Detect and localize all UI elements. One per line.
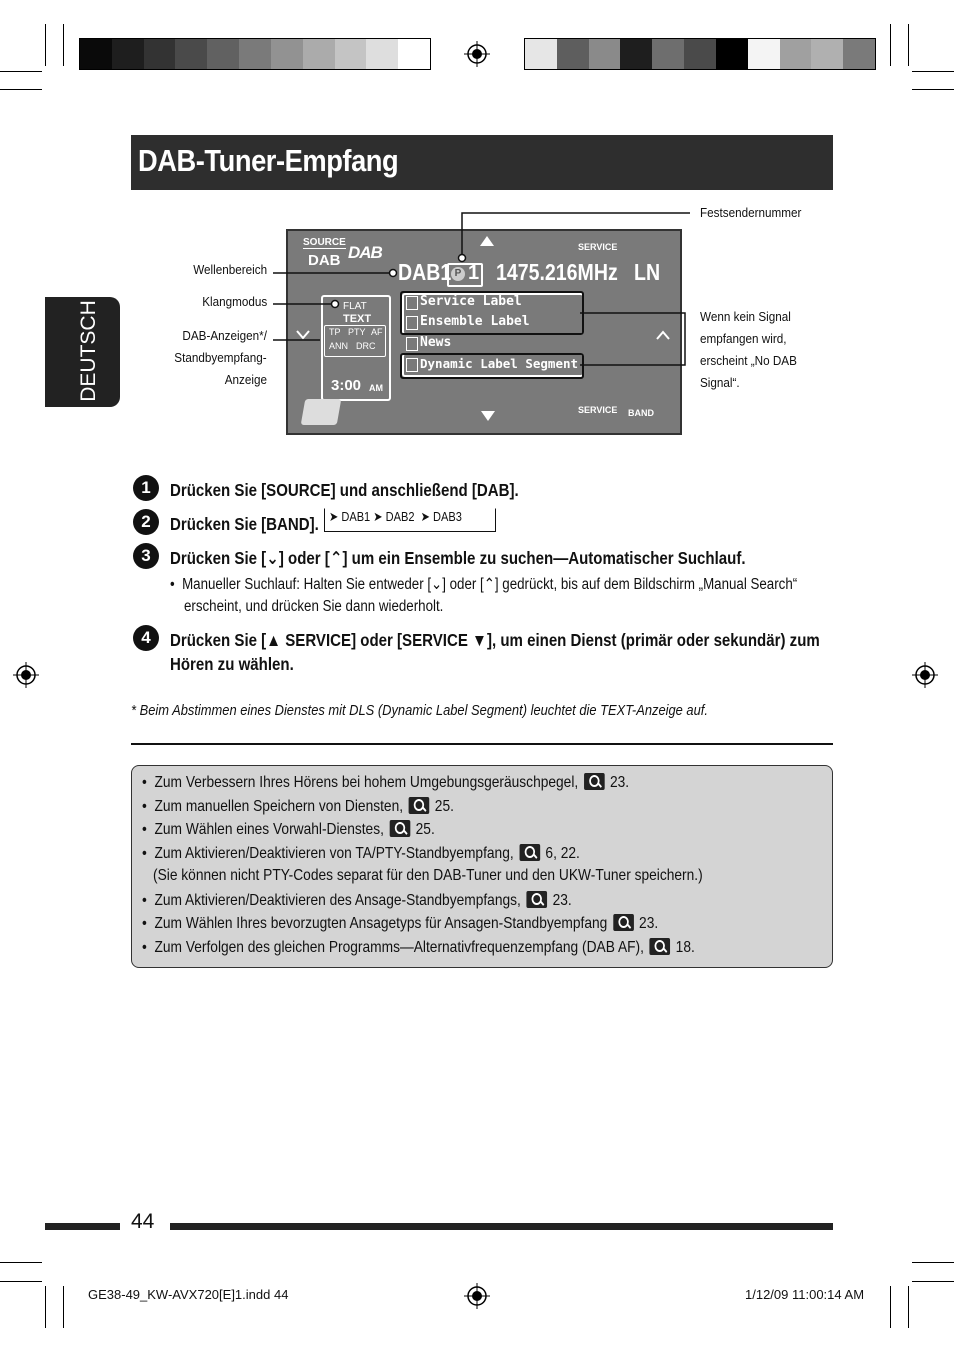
preset-p-icon: P — [451, 267, 465, 281]
chevron-down-icon: ⌄ — [266, 548, 279, 568]
registration-mark-icon — [13, 662, 39, 688]
ann-indicator: ANN — [329, 341, 349, 351]
pty-news: News — [420, 335, 452, 350]
callout-dab-anzeigen-3: Anzeige — [224, 372, 267, 387]
step-number: 2 — [133, 509, 159, 535]
dls-callout-box — [400, 353, 584, 379]
service-up-button: SERVICE — [578, 242, 618, 252]
service-callout-box — [400, 291, 584, 335]
crop-mark — [912, 1262, 954, 1263]
magnifier-icon — [613, 914, 634, 931]
source-label: SOURCE — [303, 237, 346, 248]
callout-klangmodus: Klangmodus — [201, 294, 267, 309]
registration-mark-icon — [912, 662, 938, 688]
crop-mark — [63, 1286, 64, 1328]
callout-no-signal-4: Signal“. — [700, 375, 740, 390]
step-4-text-line2: Hören zu wählen. — [170, 654, 294, 674]
reference-note: (Sie können nicht PTY-Codes separat für den DAB-Tuner und den UKW-Tuner speichern.) — [153, 867, 703, 884]
drc-indicator: DRC — [356, 341, 376, 351]
step-4-text-line1: Drücken Sie [▲ SERVICE] oder [SERVICE ▼], um einen Dienst (primär oder sekundär) zum — [170, 630, 820, 650]
reference-item: • Zum manuellen Speichern von Diensten, 25. — [142, 798, 454, 815]
tp-indicator: TP — [329, 327, 341, 337]
reference-item: • Zum Aktivieren/Deaktivieren des Ansage-Standbyempfangs, 23. — [142, 892, 572, 909]
callout-dab-anzeigen-1: DAB-Anzeigen*/ — [182, 328, 267, 343]
ensemble-label: Ensemble Label — [420, 314, 530, 329]
callout-dab-anzeigen-2: Standbyempfang- — [174, 350, 267, 365]
step-number: 3 — [133, 543, 159, 569]
reference-item: • Zum Wählen eines Vorwahl-Dienstes, 25. — [142, 821, 435, 838]
band-cycle-2: DAB2 — [385, 509, 415, 524]
footnote: * Beim Abstimmen eines Dienstes mit DLS (Dynamic Label Segment) leuchtet die TEXT-Anzeige auf. — [131, 702, 708, 719]
crop-mark — [912, 1281, 954, 1282]
service-label: Service Label — [420, 294, 522, 309]
text-indicator: TEXT — [343, 313, 372, 325]
magnifier-icon — [649, 938, 670, 955]
crop-mark — [45, 1286, 46, 1328]
dab-source-label: DAB — [308, 252, 341, 269]
chevron-up-icon: ⌃ — [483, 576, 495, 593]
step-3-bullet: • Manueller Suchlauf: Halten Sie entweder [⌄] oder [⌃] gedrückt, bis auf dem Bildschirm „Manual Search“ — [170, 576, 798, 593]
magnifier-icon — [389, 820, 410, 837]
chevron-down-icon: ⌄ — [431, 576, 443, 593]
magnifier-icon — [584, 773, 605, 790]
dynamic-label-segment: Dynamic Label Segment — [420, 356, 579, 371]
crop-mark — [0, 1262, 42, 1263]
preset-number: 1 — [468, 262, 480, 284]
crop-mark — [908, 1286, 909, 1328]
sound-mode-flat: FLAT — [343, 301, 367, 312]
band-cycle-3: DAB3 — [432, 509, 462, 524]
af-indicator: AF — [371, 327, 383, 337]
dab-logo: DAB — [348, 243, 382, 262]
reference-item: • Zum Aktivieren/Deaktivieren von TA/PTY-Standbyempfang, 6, 22. — [142, 845, 580, 862]
callout-festsendernummer: Festsendernummer — [700, 205, 802, 220]
magnifier-icon — [526, 891, 547, 908]
ln-indicator: LN — [634, 259, 661, 285]
magnifier-icon — [409, 797, 430, 814]
divider — [131, 743, 833, 745]
footer-file: GE38-49_KW-AVX720[E]1.indd 44 — [88, 1287, 289, 1302]
band-button: BAND — [628, 408, 654, 418]
clock-time: 3:00 — [331, 377, 362, 394]
callout-no-signal-2: empfangen wird, — [700, 331, 787, 346]
reference-item: • Zum Wählen Ihres bevorzugten Ansagetyps für Ansagen-Standbyempfang 23. — [142, 915, 659, 932]
page-bar-left — [45, 1223, 120, 1230]
page-title: DAB-Tuner-Empfang — [138, 143, 399, 178]
step-number: 1 — [133, 475, 159, 501]
step-number: 4 — [133, 625, 159, 651]
language-tab-label: DEUTSCH — [77, 300, 100, 402]
chevron-up-icon: ⌃ — [329, 548, 343, 568]
magnifier-icon — [519, 844, 540, 861]
step-1-text: Drücken Sie [SOURCE] und anschließend [DAB]. — [170, 480, 519, 500]
callout-wellenbereich: Wellenbereich — [193, 262, 267, 277]
page-number: 44 — [131, 1210, 155, 1233]
pty-indicator: PTY — [348, 327, 366, 337]
callout-no-signal-1: Wenn kein Signal — [700, 309, 791, 324]
footer-date: 1/12/09 11:00:14 AM — [745, 1287, 865, 1302]
page-bar-right — [170, 1223, 833, 1230]
reference-item: • Zum Verfolgen des gleichen Programms—Alternativfrequenzempfang (DAB AF), 18. — [142, 939, 695, 956]
clock-am: AM — [369, 383, 383, 393]
reference-item: • Zum Verbessern Ihres Hörens bei hohem Umgebungsgeräuschpegel, 23. — [142, 774, 630, 791]
band-cycle-1: DAB1 — [341, 509, 371, 524]
crop-mark — [0, 1281, 42, 1282]
frequency-readout: 1475.216MHz — [496, 259, 618, 285]
band-cycle-diagram: ➤ DAB1 ➤ DAB2 ➤ DAB3 — [324, 508, 496, 532]
step-2-text: Drücken Sie [BAND]. — [170, 514, 319, 534]
callout-lines — [0, 0, 954, 460]
band-indicator: DAB1 — [398, 259, 452, 285]
registration-mark-icon — [464, 1283, 490, 1309]
callout-no-signal-3: erscheint „No DAB — [700, 353, 797, 368]
service-down-button: SERVICE — [578, 405, 618, 415]
crop-mark — [890, 1286, 891, 1328]
step-3-bullet-line2: erscheint, und drücken Sie dann wiederholt. — [184, 598, 444, 615]
step-3-text: Drücken Sie [⌄] oder [⌃] um ein Ensemble zu suchen—Automatischer Suchlauf. — [170, 548, 746, 568]
